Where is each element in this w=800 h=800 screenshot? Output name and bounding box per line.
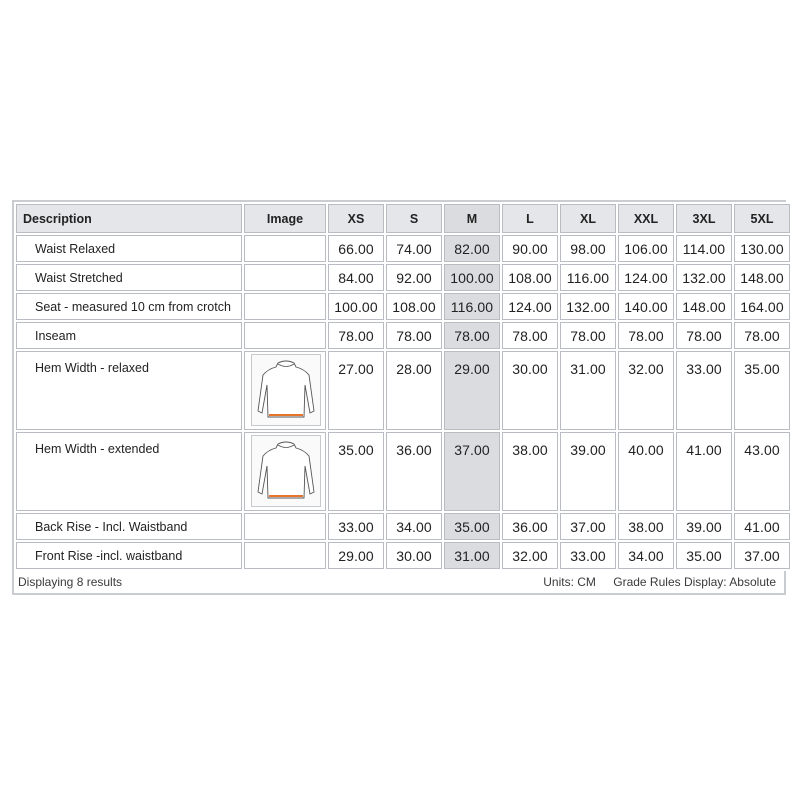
size-value-m: 29.00 — [444, 351, 500, 430]
description-header: Description — [16, 204, 242, 233]
size-value-m: 35.00 — [444, 513, 500, 540]
size-value-xs: 78.00 — [328, 322, 384, 349]
size-value-5xl: 164.00 — [734, 293, 790, 320]
size-value-xs: 35.00 — [328, 432, 384, 511]
measurement-label: Waist Relaxed — [16, 235, 242, 262]
size-value-s: 28.00 — [386, 351, 442, 430]
size-value-l: 108.00 — [502, 264, 558, 291]
units-label: Units: CM — [543, 575, 596, 589]
size-value-xl: 33.00 — [560, 542, 616, 569]
size-value-5xl: 43.00 — [734, 432, 790, 511]
size-value-xs: 66.00 — [328, 235, 384, 262]
size-value-xl: 98.00 — [560, 235, 616, 262]
image-cell — [244, 293, 326, 320]
image-header: Image — [244, 204, 326, 233]
size-value-3xl: 39.00 — [676, 513, 732, 540]
size-value-m: 82.00 — [444, 235, 500, 262]
size-header-s: S — [386, 204, 442, 233]
size-value-l: 36.00 — [502, 513, 558, 540]
size-value-xxl: 38.00 — [618, 513, 674, 540]
image-cell — [244, 235, 326, 262]
measurement-label: Seat - measured 10 cm from crotch — [16, 293, 242, 320]
table-row — [16, 351, 790, 430]
size-value-xxl: 78.00 — [618, 322, 674, 349]
size-value-3xl: 41.00 — [676, 432, 732, 511]
size-header-xs: XS — [328, 204, 384, 233]
measurement-label: Inseam — [16, 322, 242, 349]
size-value-s: 30.00 — [386, 542, 442, 569]
size-value-xs: 27.00 — [328, 351, 384, 430]
size-header-xxl: XXL — [618, 204, 674, 233]
image-cell — [244, 432, 326, 511]
image-cell — [244, 351, 326, 430]
image-cell — [244, 322, 326, 349]
measurement-label: Hem Width - relaxed — [16, 351, 242, 430]
size-value-m: 116.00 — [444, 293, 500, 320]
table-row — [16, 432, 790, 511]
size-value-xs: 29.00 — [328, 542, 384, 569]
result-count: Displaying 8 results — [18, 575, 123, 589]
table-row — [16, 542, 790, 569]
size-value-5xl: 37.00 — [734, 542, 790, 569]
size-value-xl: 78.00 — [560, 322, 616, 349]
size-value-5xl: 78.00 — [734, 322, 790, 349]
size-value-xl: 37.00 — [560, 513, 616, 540]
header-row — [16, 204, 790, 233]
image-cell — [244, 513, 326, 540]
size-value-m: 31.00 — [444, 542, 500, 569]
size-value-l: 90.00 — [502, 235, 558, 262]
size-value-s: 78.00 — [386, 322, 442, 349]
size-value-l: 124.00 — [502, 293, 558, 320]
size-value-xl: 39.00 — [560, 432, 616, 511]
size-value-xl: 116.00 — [560, 264, 616, 291]
size-value-xxl: 40.00 — [618, 432, 674, 511]
image-cell — [244, 542, 326, 569]
table-footer — [14, 571, 784, 593]
size-value-s: 34.00 — [386, 513, 442, 540]
measurement-label: Waist Stretched — [16, 264, 242, 291]
table-row — [16, 513, 790, 540]
size-value-m: 37.00 — [444, 432, 500, 511]
image-cell — [244, 264, 326, 291]
sweater-hem-relaxed-icon[interactable] — [251, 354, 321, 426]
size-value-3xl: 148.00 — [676, 293, 732, 320]
size-value-5xl: 35.00 — [734, 351, 790, 430]
size-value-xxl: 124.00 — [618, 264, 674, 291]
size-header-3xl: 3XL — [676, 204, 732, 233]
measurement-label: Front Rise -incl. waistband — [16, 542, 242, 569]
size-header-5xl: 5XL — [734, 204, 790, 233]
size-value-m: 78.00 — [444, 322, 500, 349]
measurement-label: Back Rise - Incl. Waistband — [16, 513, 242, 540]
size-value-l: 32.00 — [502, 542, 558, 569]
size-header-m: M — [444, 204, 500, 233]
size-value-xxl: 32.00 — [618, 351, 674, 430]
size-header-l: L — [502, 204, 558, 233]
size-value-xs: 84.00 — [328, 264, 384, 291]
size-value-3xl: 35.00 — [676, 542, 732, 569]
sweater-hem-extended-icon[interactable] — [251, 435, 321, 507]
table-row — [16, 264, 790, 291]
size-chart — [12, 200, 786, 595]
size-value-5xl: 130.00 — [734, 235, 790, 262]
size-value-s: 36.00 — [386, 432, 442, 511]
size-value-xxl: 140.00 — [618, 293, 674, 320]
size-value-3xl: 132.00 — [676, 264, 732, 291]
size-value-s: 108.00 — [386, 293, 442, 320]
size-value-s: 74.00 — [386, 235, 442, 262]
size-value-3xl: 78.00 — [676, 322, 732, 349]
size-value-l: 78.00 — [502, 322, 558, 349]
size-header-xl: XL — [560, 204, 616, 233]
size-value-xxl: 106.00 — [618, 235, 674, 262]
size-value-xs: 33.00 — [328, 513, 384, 540]
size-value-xl: 132.00 — [560, 293, 616, 320]
size-value-s: 92.00 — [386, 264, 442, 291]
grade-rules-label: Grade Rules Display: Absolute — [613, 575, 776, 589]
table-row — [16, 322, 790, 349]
size-value-5xl: 148.00 — [734, 264, 790, 291]
table-row — [16, 235, 790, 262]
table-row — [16, 293, 790, 320]
size-value-m: 100.00 — [444, 264, 500, 291]
size-value-5xl: 41.00 — [734, 513, 790, 540]
measurement-label: Hem Width - extended — [16, 432, 242, 511]
size-value-3xl: 33.00 — [676, 351, 732, 430]
size-value-xxl: 34.00 — [618, 542, 674, 569]
size-value-xs: 100.00 — [328, 293, 384, 320]
size-value-l: 30.00 — [502, 351, 558, 430]
size-value-3xl: 114.00 — [676, 235, 732, 262]
size-value-l: 38.00 — [502, 432, 558, 511]
size-value-xl: 31.00 — [560, 351, 616, 430]
size-table — [14, 202, 792, 571]
